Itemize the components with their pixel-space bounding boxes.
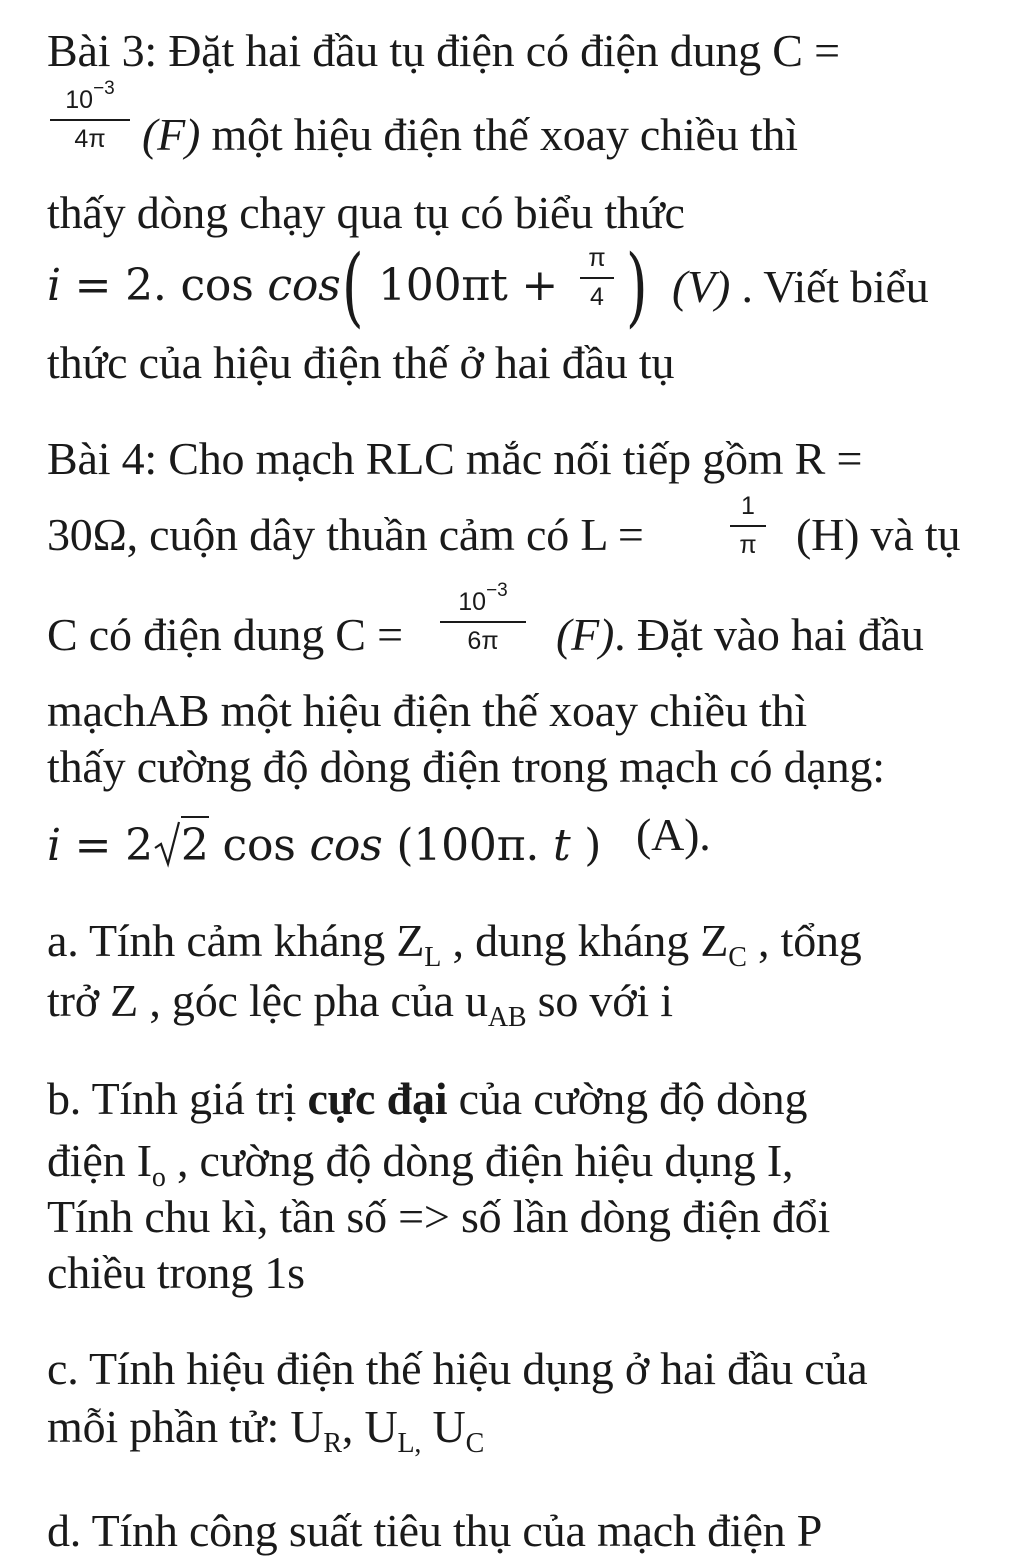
eq-variable-t: t — [553, 820, 571, 871]
bai3-line5-text: thức của hiệu điện thế ở hai đầu tụ — [47, 337, 675, 388]
bai3-line2 — [142, 109, 798, 160]
fraction-bar — [440, 621, 526, 623]
bai4-line1 — [47, 433, 863, 484]
bai3-line5 — [47, 337, 675, 388]
subscript-AB: AB — [487, 1002, 527, 1033]
part-a-text: so với i — [537, 975, 673, 1026]
eq-cos-text: cos — [222, 820, 296, 871]
part-a-text: a. Tính cảm kháng Z — [47, 915, 425, 966]
eq-variable-i: i — [47, 820, 61, 871]
part-b-text: b. Tính giá trị — [47, 1073, 297, 1124]
fraction-denominator: 6π — [467, 627, 499, 655]
eq-cos-italic: cos — [267, 260, 341, 311]
fraction-exponent: −3 — [93, 78, 115, 99]
part-b-bold-text: cực đại — [307, 1073, 448, 1124]
bai4-line3-tail-text: . Đặt vào hai đầu — [614, 609, 924, 660]
part-c-text: , U — [341, 1401, 398, 1452]
fraction-exponent: −3 — [486, 580, 508, 601]
subscript-R: R — [323, 1428, 342, 1459]
subscript-L: L, — [397, 1428, 422, 1459]
close-paren: ) — [625, 237, 648, 337]
eq-cos-italic: cos — [309, 820, 383, 871]
part-b-line4 — [47, 1247, 305, 1298]
unit-farad: (F) — [556, 609, 615, 660]
part-a-text: trở Z , góc lệc pha của u — [47, 975, 488, 1026]
part-b-text: của cường độ dòng — [458, 1073, 808, 1124]
part-a-line1 — [47, 915, 862, 973]
eq-variable-i: i — [47, 260, 61, 311]
part-a-text: , dung kháng Z — [452, 915, 729, 966]
bai4-line2-tail-text: (H) và tụ — [796, 509, 961, 560]
bai4-line4 — [47, 685, 807, 736]
bai3-eq-after-text: . Viết biểu — [741, 261, 929, 312]
part-b-text: , cường độ dòng điện hiệu dụng I, — [176, 1135, 794, 1186]
bai4-eq-unit — [636, 809, 711, 860]
phase-denominator: 4 — [590, 283, 604, 311]
part-c-text: mỗi phần tử: U — [47, 1401, 324, 1452]
bai4-equation — [47, 812, 602, 871]
part-b-line2 — [47, 1135, 794, 1193]
part-c-text: c. Tính hiệu điện thế hiệu dụng ở hai đầu của — [47, 1343, 868, 1394]
part-d-line1 — [47, 1505, 823, 1556]
unit-ampere: (A). — [636, 809, 711, 860]
bai4-line3-text: C có điện dung C = — [47, 609, 403, 660]
radical-sign-icon — [153, 820, 181, 868]
unit-farad: (F) — [142, 109, 201, 160]
eq-close-paren: ) — [584, 820, 602, 871]
fraction-bar — [580, 277, 614, 279]
bai3-line2-text: một hiệu điện thế xoay chiều thì — [211, 109, 798, 160]
unit-volt: (V) — [672, 261, 731, 312]
phase-numerator: π — [588, 244, 606, 272]
part-c-text: U — [432, 1401, 466, 1452]
bai3-equation — [47, 260, 341, 311]
inductance-fraction — [730, 494, 766, 558]
part-b-line3 — [47, 1191, 831, 1242]
part-c-line2 — [47, 1401, 485, 1459]
bai3-heading-text: Bài 3: Đặt hai đầu tụ điện có điện dung C = — [47, 25, 840, 76]
bai4-line2 — [47, 509, 644, 560]
subscript-o: o — [151, 1162, 166, 1193]
part-b-text: Tính chu kì, tần số => số lần dòng điện đổi — [47, 1191, 831, 1242]
part-b-text: điện I — [47, 1135, 152, 1186]
part-b-text: chiều trong 1s — [47, 1247, 305, 1298]
bai3-line3 — [47, 187, 685, 238]
fraction-denominator: 4π — [74, 125, 106, 153]
subscript-C: C — [465, 1428, 485, 1459]
bai3-phase-fraction — [580, 246, 614, 310]
subscript-C: C — [728, 942, 747, 973]
subscript-L: L — [424, 942, 442, 973]
part-b-line1 — [47, 1073, 808, 1124]
bai4-line5 — [47, 741, 885, 792]
bai4-line3 — [47, 609, 403, 660]
sqrt-symbol — [153, 812, 209, 871]
part-a-text: , tổng — [758, 915, 862, 966]
fraction-numerator: 10 — [65, 86, 94, 114]
bai4-capacitance-fraction — [440, 580, 526, 655]
bai4-line4-text: mạchAB một hiệu điện thế xoay chiều thì — [47, 685, 807, 736]
bai4-line5-text: thấy cường độ dòng điện trong mạch có dạng: — [47, 741, 885, 792]
bai3-eq-argument — [378, 260, 559, 311]
bai4-line2-text: 30Ω, cuộn dây thuần cảm có L = — [47, 509, 644, 560]
eq-equals-two: = 2 — [74, 820, 153, 871]
eq-argument-text: 100πt + — [378, 260, 559, 311]
bai3-capacitance-fraction — [50, 78, 130, 153]
fraction-numerator: 10 — [458, 588, 487, 616]
fraction-bar — [730, 525, 766, 527]
bai4-heading-text: Bài 4: Cho mạch RLC mắc nối tiếp gồm R = — [47, 433, 863, 484]
fraction-bar — [50, 119, 130, 121]
part-c-line1 — [47, 1343, 868, 1394]
bai4-line2-tail — [796, 509, 961, 560]
eq-cos-text: = 2. cos — [74, 260, 254, 311]
eq-argument-text: (100π. — [396, 820, 540, 871]
part-d-text: d. Tính công suất tiêu thụ của mạch điện P — [47, 1505, 823, 1556]
inductance-numerator: 1 — [741, 492, 755, 520]
part-a-line2 — [47, 975, 673, 1033]
inductance-denominator: π — [739, 531, 757, 559]
bai3-line3-text: thấy dòng chạy qua tụ có biểu thức — [47, 187, 685, 238]
bai3-eq-tail — [672, 261, 929, 312]
bai4-line3-tail — [556, 609, 924, 660]
bai3-line1 — [47, 25, 840, 76]
sqrt-radicand: 2 — [181, 816, 209, 871]
open-paren: ( — [341, 237, 364, 337]
